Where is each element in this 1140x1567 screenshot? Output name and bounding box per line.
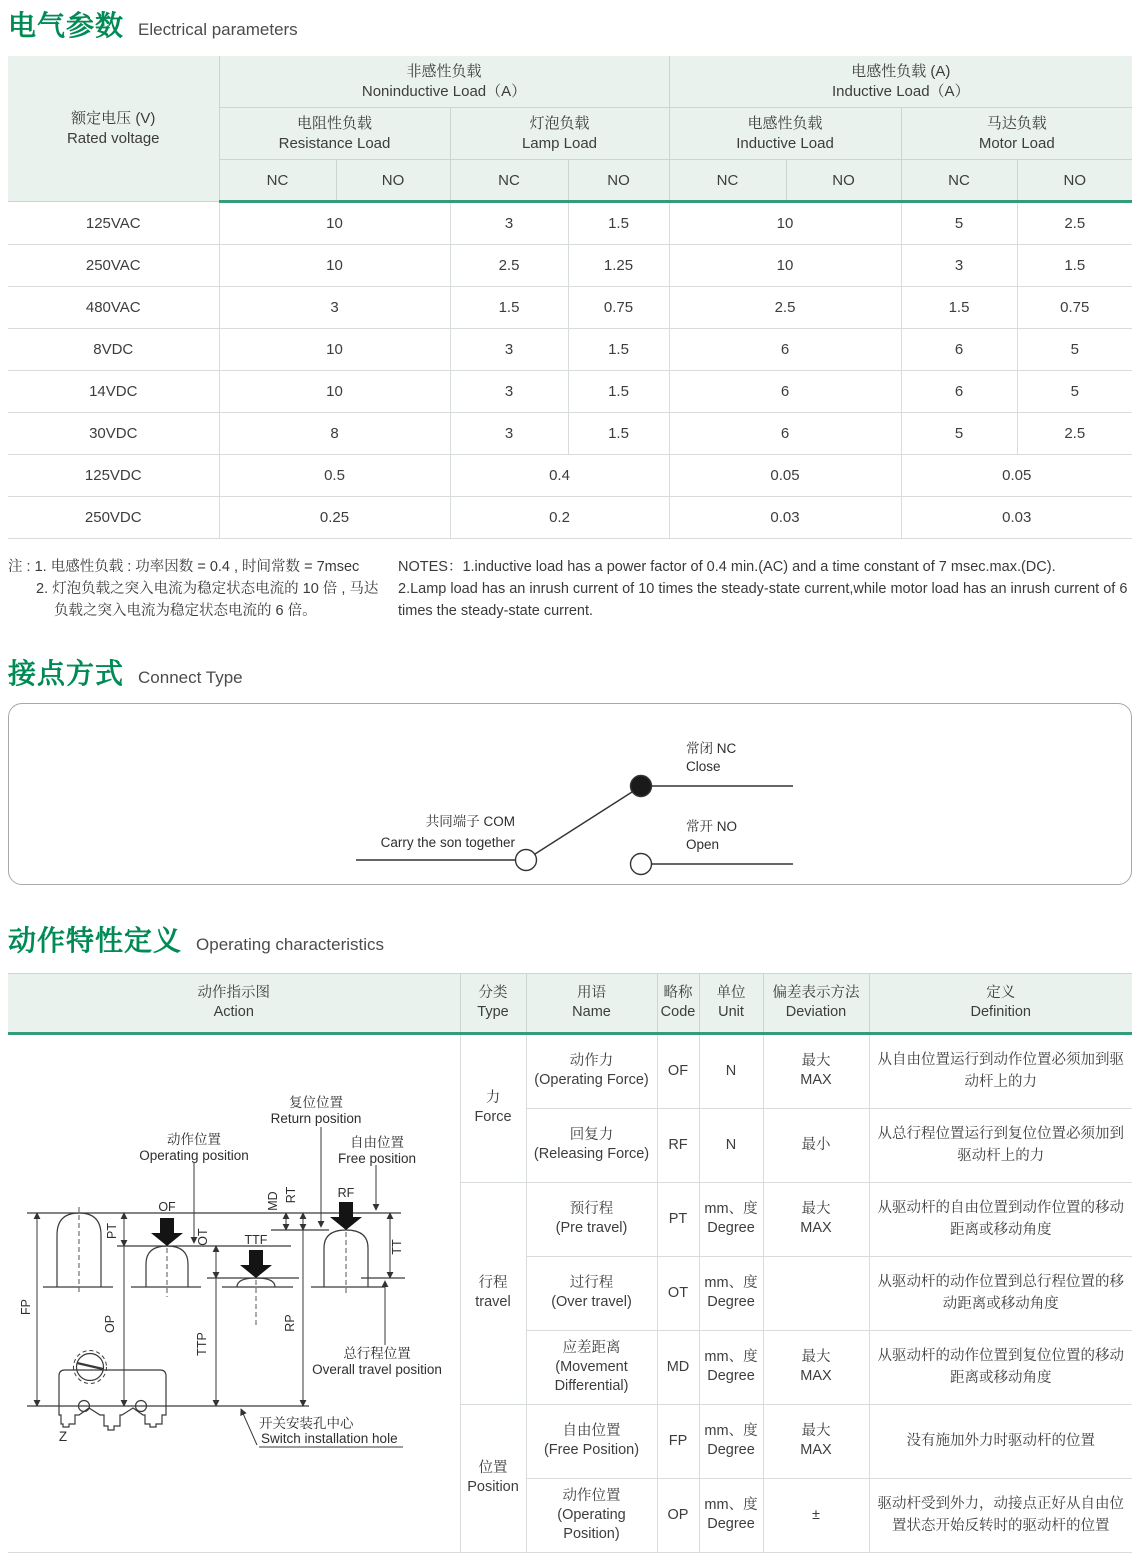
voltage-cell: 250VAC: [8, 245, 219, 287]
operating-position-label-en: Operating position: [138, 1147, 249, 1163]
value-cell: 6: [901, 329, 1017, 371]
ttf-force-arrow: [240, 1250, 272, 1278]
section2-title-zh: 接点方式: [8, 658, 125, 690]
code-cell: PT: [657, 1182, 699, 1256]
value-cell: 1.5: [901, 287, 1017, 329]
value-cell: 6: [901, 371, 1017, 413]
definition-cell: 从驱动杆的动作位置到总行程位置的移动距离或移动角度: [869, 1256, 1132, 1330]
value-cell: 0.5: [219, 455, 450, 497]
notes-chinese: [8, 557, 388, 622]
section-heading-connect: [8, 658, 1132, 690]
value-cell: 1.5: [450, 287, 568, 329]
value-cell: 0.05: [669, 455, 901, 497]
header-action: 动作指示图 Action: [8, 973, 460, 1033]
value-cell: 5: [1017, 329, 1132, 371]
header-inductive-load-group: 电感性负载 (A) Inductive Load（A）: [669, 56, 1132, 108]
value-cell: 3: [219, 287, 450, 329]
table-row: [8, 202, 1132, 245]
value-cell: 0.03: [901, 497, 1132, 539]
value-cell: 0.4: [450, 455, 669, 497]
ttf-label: TTF: [244, 1232, 268, 1247]
of-force-arrow: [151, 1218, 183, 1246]
header-nc: NC: [450, 160, 568, 202]
deviation-cell: 最小: [763, 1108, 869, 1182]
header-name: 用语 Name: [526, 973, 657, 1033]
unit-cell: N: [699, 1108, 763, 1182]
value-cell: 0.2: [450, 497, 669, 539]
tt-label: TT: [389, 1239, 404, 1255]
value-cell: 1.25: [568, 245, 669, 287]
voltage-cell: 30VDC: [8, 413, 219, 455]
definition-cell: 从总行程位置运行到复位位置必须加到驱动杆上的力: [869, 1108, 1132, 1182]
overall-travel-label-en: Overall travel position: [311, 1361, 442, 1377]
unit-cell: mm、度 Degree: [699, 1256, 763, 1330]
table-row: [8, 287, 1132, 329]
section-heading-electrical: [8, 10, 1132, 42]
of-label: OF: [158, 1199, 176, 1214]
value-cell: 1.5: [568, 371, 669, 413]
name-cell: 应差距离 (Movement Differential): [526, 1330, 657, 1404]
nc-label-zh: 常闭 NC: [686, 740, 737, 756]
section-heading-operating: [8, 925, 1132, 957]
com-label-en: Carry the son together: [380, 834, 515, 850]
header-nc: NC: [669, 160, 786, 202]
group-travel: 行程 travel: [460, 1182, 526, 1404]
rated-voltage-en: Rated voltage: [66, 129, 160, 147]
value-cell: 10: [219, 371, 450, 413]
value-cell: 3: [901, 245, 1017, 287]
value-cell: 1.5: [568, 329, 669, 371]
group-force: 力 Force: [460, 1033, 526, 1182]
overall-travel-label-zh: 总行程位置: [343, 1345, 411, 1361]
voltage-cell: 125VDC: [8, 455, 219, 497]
connect-circuit-diagram: [9, 704, 1131, 882]
section1-title-en: Electrical parameters: [138, 20, 298, 39]
value-cell: 3: [450, 202, 568, 245]
header-rated-voltage: [8, 56, 219, 202]
value-cell: 2.5: [450, 245, 568, 287]
name-cell: 过行程 (Over travel): [526, 1256, 657, 1330]
code-cell: OF: [657, 1033, 699, 1108]
header-no: NO: [1017, 160, 1132, 202]
unit-cell: mm、度 Degree: [699, 1330, 763, 1404]
name-cell: 动作位置 (Operating Position): [526, 1478, 657, 1552]
value-cell: 5: [901, 202, 1017, 245]
header-unit: 单位 Unit: [699, 973, 763, 1033]
note-zh-line1: 注 : 1. 电感性负载 : 功率因数 = 0.4 , 时间常数 = 7msec: [8, 559, 360, 576]
deviation-cell: 最大 MAX: [763, 1330, 869, 1404]
operating-position-label-zh: 动作位置: [166, 1131, 221, 1147]
value-cell: 0.75: [1017, 287, 1132, 329]
unit-cell: N: [699, 1033, 763, 1108]
fp-label: FP: [18, 1298, 33, 1315]
notes: [8, 557, 1132, 622]
nc-label-en: Close: [686, 758, 721, 774]
name-cell: 回复力 (Releasing Force): [526, 1108, 657, 1182]
table-row: [8, 245, 1132, 287]
header-deviation: 偏差表示方法 Deviation: [763, 973, 869, 1033]
value-cell: 10: [219, 202, 450, 245]
section3-title-zh: 动作特性定义: [8, 924, 183, 956]
rated-voltage-zh: 额定电压 (V): [71, 109, 156, 127]
voltage-cell: 125VAC: [8, 202, 219, 245]
header-definition: 定义 Definition: [869, 973, 1132, 1033]
value-cell: 10: [219, 329, 450, 371]
notes-english: [388, 557, 1132, 622]
value-cell: 0.75: [568, 287, 669, 329]
deviation-cell: 最大 MAX: [763, 1182, 869, 1256]
voltage-cell: 14VDC: [8, 371, 219, 413]
header-resistance-load: 电阻性负载 Resistance Load: [219, 108, 450, 160]
action-diagram-cell: [8, 1033, 460, 1552]
note-zh-line2: 2. 灯泡负载之突入电流为稳定状态电流的 10 倍 , 马达负载之突入电流为稳定状态电流的 6 倍。: [36, 580, 379, 619]
installation-hole-label-en: Switch installation hole: [260, 1430, 398, 1446]
value-cell: 2.5: [1017, 413, 1132, 455]
com-label-zh: 共同端子 COM: [425, 813, 515, 829]
pt-label: PT: [104, 1222, 119, 1239]
value-cell: 10: [669, 245, 901, 287]
action-indicator-diagram: [9, 1035, 459, 1535]
header-type: 分类 Type: [460, 973, 526, 1033]
value-cell: 1.5: [1017, 245, 1132, 287]
value-cell: 5: [901, 413, 1017, 455]
unit-cell: mm、度 Degree: [699, 1404, 763, 1478]
value-cell: 3: [450, 329, 568, 371]
header-nc: NC: [901, 160, 1017, 202]
definition-cell: 从自由位置运行到动作位置必须加到驱动杆上的力: [869, 1033, 1132, 1108]
code-cell: OP: [657, 1478, 699, 1552]
header-no: NO: [336, 160, 450, 202]
value-cell: 10: [669, 202, 901, 245]
unit-cell: mm、度 Degree: [699, 1182, 763, 1256]
z-label: Z: [58, 1428, 67, 1444]
header-no: NO: [568, 160, 669, 202]
header-inductive-load: 电感性负载 Inductive Load: [669, 108, 901, 160]
value-cell: 1.5: [568, 202, 669, 245]
header-nc: NC: [219, 160, 336, 202]
table-row: [8, 329, 1132, 371]
no-label-en: Open: [686, 836, 720, 852]
com-terminal: [516, 849, 537, 870]
deviation-cell: [763, 1256, 869, 1330]
header-code: 略称 Code: [657, 973, 699, 1033]
return-position-label-en: Return position: [270, 1110, 362, 1126]
hole-leader: [241, 1409, 257, 1445]
table-row: [8, 371, 1132, 413]
unit-cell: mm、度 Degree: [699, 1478, 763, 1552]
table-row: [8, 455, 1132, 497]
value-cell: 6: [669, 371, 901, 413]
header-no: NO: [786, 160, 901, 202]
screw-slot: [77, 1363, 103, 1369]
voltage-cell: 480VAC: [8, 287, 219, 329]
group-position: 位置 Position: [460, 1404, 526, 1552]
nc-terminal: [631, 775, 652, 796]
op-label: OP: [102, 1314, 117, 1333]
definition-cell: 驱动杆受到外力，动接点正好从自由位置状态开始反转时的驱动杆的位置: [869, 1478, 1132, 1552]
header-noninductive-load: 非感性负载 Noninductive Load（A）: [219, 56, 669, 108]
ot-label: OT: [195, 1228, 210, 1246]
header-lamp-load: 灯泡负载 Lamp Load: [450, 108, 669, 160]
code-cell: OT: [657, 1256, 699, 1330]
value-cell: 3: [450, 413, 568, 455]
rf-label: RF: [337, 1185, 355, 1200]
definition-cell: 从驱动杆的动作位置到复位位置的移动距离或移动角度: [869, 1330, 1132, 1404]
md-label: MD: [265, 1191, 280, 1211]
switch-body: [59, 1370, 166, 1430]
table-row: [8, 413, 1132, 455]
section1-title-zh: 电气参数: [8, 10, 125, 41]
free-position-label-en: Free position: [337, 1150, 416, 1166]
switch-lever: [535, 792, 632, 854]
name-cell: 自由位置 (Free Position): [526, 1404, 657, 1478]
value-cell: 0.25: [219, 497, 450, 539]
free-position-label-zh: 自由位置: [349, 1134, 404, 1150]
code-cell: FP: [657, 1404, 699, 1478]
header-motor-load: 马达负载 Motor Load: [901, 108, 1132, 160]
operating-characteristics-table: [8, 973, 1132, 1553]
ttp-label: TTP: [194, 1332, 209, 1356]
value-cell: 8: [219, 413, 450, 455]
value-cell: 6: [669, 413, 901, 455]
value-cell: 2.5: [669, 287, 901, 329]
table-row: [8, 1033, 1132, 1108]
value-cell: 5: [1017, 371, 1132, 413]
value-cell: 6: [669, 329, 901, 371]
definition-cell: 没有施加外力时驱动杆的位置: [869, 1404, 1132, 1478]
code-cell: RF: [657, 1108, 699, 1182]
return-position-label-zh: 复位位置: [288, 1094, 343, 1110]
installation-hole-label-zh: 开关安装孔中心: [258, 1415, 354, 1431]
value-cell: 0.03: [669, 497, 901, 539]
value-cell: 2.5: [1017, 202, 1132, 245]
table-row: [8, 497, 1132, 539]
no-label-zh: 常开 NO: [686, 818, 738, 834]
no-terminal: [631, 853, 652, 874]
rp-label: RP: [282, 1314, 297, 1332]
value-cell: 0.05: [901, 455, 1132, 497]
note-en-line2: 2.Lamp load has an inrush current of 10 times the steady-state current,while motor load has an inrush current of 6 times the steady-state current.: [398, 580, 1128, 619]
voltage-cell: 250VDC: [8, 497, 219, 539]
code-cell: MD: [657, 1330, 699, 1404]
definition-cell: 从驱动杆的自由位置到动作位置的移动距离或移动角度: [869, 1182, 1132, 1256]
name-cell: 预行程 (Pre travel): [526, 1182, 657, 1256]
name-cell: 动作力 (Operating Force): [526, 1033, 657, 1108]
rt-label: RT: [283, 1186, 298, 1204]
note-en-line1: NOTES：1.inductive load has a power factor of 0.4 min.(AC) and a time constant of 7 msec.max.(DC).: [398, 559, 1056, 576]
rf-force-arrow: [330, 1202, 362, 1230]
value-cell: 10: [219, 245, 450, 287]
voltage-cell: 8VDC: [8, 329, 219, 371]
value-cell: 1.5: [568, 413, 669, 455]
value-cell: 3: [450, 371, 568, 413]
connect-type-box: [8, 703, 1132, 885]
deviation-cell: ±: [763, 1478, 869, 1552]
deviation-cell: 最大 MAX: [763, 1404, 869, 1478]
deviation-cell: 最大 MAX: [763, 1033, 869, 1108]
section2-title-en: Connect Type: [138, 668, 243, 688]
section3-title-en: Operating characteristics: [196, 934, 385, 954]
electrical-parameters-table: [8, 56, 1132, 539]
